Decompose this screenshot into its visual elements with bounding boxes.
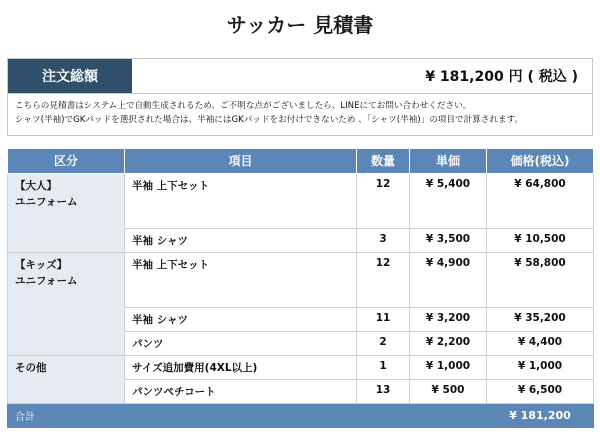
category-label: 【大人】 <box>15 179 57 192</box>
header-item: 項目 <box>125 149 357 173</box>
item-cell: 半袖 シャツ <box>125 228 357 252</box>
quantity-cell: 2 <box>357 331 410 355</box>
price-cell: ¥ 1,000 <box>487 355 594 379</box>
item-cell: 半袖 上下セット <box>125 252 357 307</box>
total-label: 合計 <box>8 403 487 427</box>
category-label: ユニフォーム <box>15 195 78 208</box>
unit-price-cell: ¥ 2,200 <box>410 331 487 355</box>
table-row <box>8 252 594 307</box>
item-cell: 半袖 上下セット <box>125 173 357 228</box>
category-label: その他 <box>15 361 47 374</box>
unit-price-cell: ¥ 3,500 <box>410 228 487 252</box>
table-row <box>8 355 594 379</box>
notice-line-1: こちらの見積書はシステム上で自動生成されるため、ご不明な点がございましたら、LINEにてお問い合わせください。 <box>15 101 472 111</box>
total-amount: ¥ 181,200 <box>487 403 594 427</box>
category-cell-other <box>8 355 125 403</box>
order-total-value: ¥ 181,200 円 ( 税込 ) <box>425 69 578 85</box>
notice-box <box>7 94 593 136</box>
quantity-cell: 3 <box>357 228 410 252</box>
table-header-row <box>8 149 594 173</box>
quantity-cell: 12 <box>357 173 410 228</box>
notice-line-2: シャツ(半袖)でGKパッドを選択された場合は、半袖にはGKパッドをお付けできないため 、「シャツ(半袖)」の項目で計算されます。 <box>15 115 524 125</box>
price-cell: ¥ 35,200 <box>487 307 594 331</box>
unit-price-cell: ¥ 3,200 <box>410 307 487 331</box>
unit-price-cell: ¥ 5,400 <box>410 173 487 228</box>
price-cell: ¥ 58,800 <box>487 252 594 307</box>
table-row <box>8 173 594 228</box>
order-total-box <box>7 58 593 94</box>
unit-price-cell: ¥ 1,000 <box>410 355 487 379</box>
page-title: サッカー 見積書 <box>226 13 374 37</box>
unit-price-cell: ¥ 4,900 <box>410 252 487 307</box>
price-cell: ¥ 6,500 <box>487 379 594 403</box>
header-unit-price: 単価 <box>410 149 487 173</box>
item-cell: 半袖 シャツ <box>125 307 357 331</box>
quantity-cell: 12 <box>357 252 410 307</box>
item-cell: サイズ追加費用(4XL以上) <box>125 355 357 379</box>
price-cell: ¥ 10,500 <box>487 228 594 252</box>
quantity-cell: 11 <box>357 307 410 331</box>
price-cell: ¥ 64,800 <box>487 173 594 228</box>
quote-table <box>7 149 594 428</box>
category-cell-adult <box>8 173 125 252</box>
quantity-cell: 1 <box>357 355 410 379</box>
item-cell: パンツ <box>125 331 357 355</box>
category-label: 【キッズ】 <box>15 258 68 271</box>
order-total-label: 注文総額 <box>8 59 132 93</box>
total-row <box>8 403 594 427</box>
header-category: 区分 <box>8 149 125 173</box>
price-cell: ¥ 4,400 <box>487 331 594 355</box>
header-quantity: 数量 <box>357 149 410 173</box>
quantity-cell: 13 <box>357 379 410 403</box>
unit-price-cell: ¥ 500 <box>410 379 487 403</box>
category-label: ユニフォーム <box>15 274 78 287</box>
item-cell: パンツペチコート <box>125 379 357 403</box>
header-price-tax-incl: 価格(税込) <box>487 149 594 173</box>
category-cell-kids <box>8 252 125 355</box>
